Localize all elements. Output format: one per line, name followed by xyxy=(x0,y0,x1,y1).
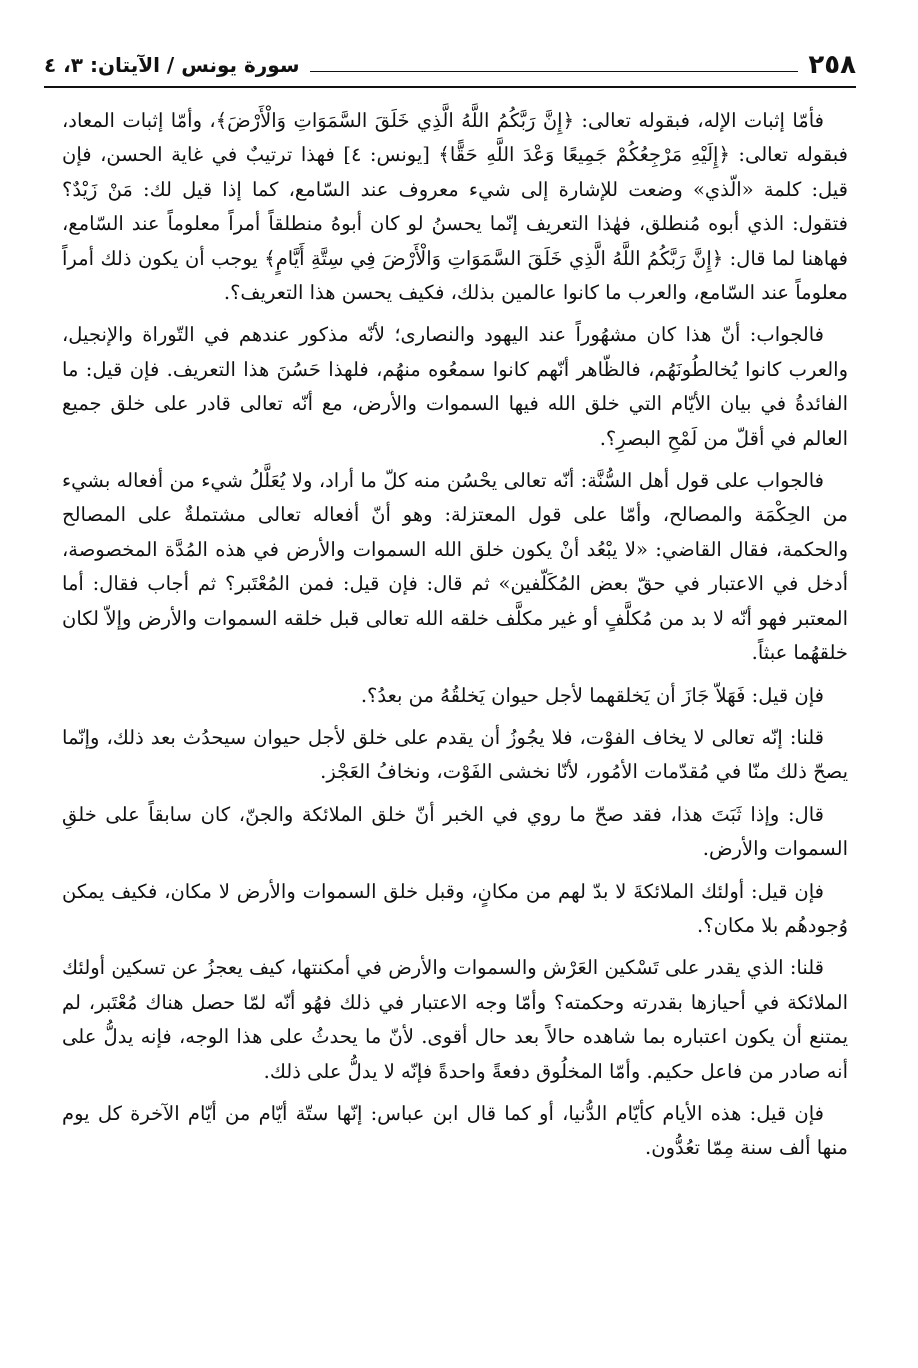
paragraph: قال: وإذا ثَبَتَ هذا، فقد صحّ ما روي في الخبر أنّ خلق الملائكة والجنّ، كان سابقاً على خلقِ السموات والأرض. xyxy=(62,802,848,861)
paragraph: فإن قيل: هذه الأيام كأيّام الدُّنيا، أو كما قال ابن عباس: إنّها ستّة أيّام من أيّام الآخرة كل يوم منها ألف سنة مِمّا تعُدُّون. xyxy=(62,1101,848,1160)
paragraph: فإن قيل: أولئك الملائكةَ لا بدّ لهم من مكانٍ، وقبل خلق السموات والأرض لا مكان، فكيف يمكن وُجودهُم بلا مكان؟. xyxy=(62,879,848,937)
paragraph: قلنا: الذي يقدر على تَسْكين العَرْش والسموات والأرض في أمكنتها، كيف يعجزُ عن تسكين أولئك الملائكة في أحيازها بقدرته وحكمته؟ وأمّا وجه الاعتبار في ذلك فهُو أنّه لمّا حصل هناك مُعْتَبر، لم يمتنع أن يكون اعتباره بما شاهده حالاً بعد حال أقوى. لأنّ ما يحدثُ على هذا الوجه، فإنه يدلُّ على أنه صادر من فاعل حكيم. وأمّا المخلُوق دفعةً واحدةً فإنّه لا يدلُّ على ذلك. xyxy=(62,956,848,1083)
paragraph: فالجواب على قول أهل السُّنَّة: أنّه تعالى يحْسُن منه كلّ ما أراد، ولا يُعَلَّلُ شيء من أفعاله بشيء من الحِكْمَة والمصالح، وأمّا على قول المعتزلة: وهو أنّ أفعاله تعالى مشتملةٌ على المصالح والحكمة، فقال القاضي: «لا يبْعُد أنْ يكون خلق الله السموات والأرض في هذه المُدَّة المخصوصة، أدخل في الاعتبار في حقّ بعض المُكَلّفين» ثم قال: فإن قيل: فمن المُعْتَبر؟ ثم أجاب فقال: أما المعتبر فهو أنّه لا بد من مُكلَّفٍ أو غير مكلَّف خلقه الله تعالى قبل خلقه السموات والأرض وإلاّ لكان خلقهُما عبثاً. xyxy=(62,469,848,665)
header-underline xyxy=(44,86,856,88)
paragraph: قلنا: إنّه تعالى لا يخاف الفوْت، فلا يجُوزُ أن يقدم على خلق لأجل حيوان سيحدُث بعد ذلك، وإنّما يصحّ ذلك منّا في مُقدّمات الأمُور، لأنّا نخشى الفَوْت، ونخافُ العَجْز. xyxy=(62,725,848,784)
paragraph: فالجواب: أنّ هذا كان مشهُوراً عند اليهود والنصارى؛ لأنّه مذكور عندهم في التّوراة والإنجيل، والعرب كانوا يُخالطُونَهُم، فالظّاهر أنّهم كانوا سمعُوه منهُم، فلهذا حَسُنَ هذا التعريف. فإن قيل: ما الفائدةُ في بيان الأيّام التي خلق الله فيها السموات والأرض، مع أنّه تعالى قادر على خلق جميع العالم في أقلّ من لَمْحِ البصرِ؟. xyxy=(62,323,848,450)
page-header xyxy=(44,36,856,84)
page-number: ٢٥٨ xyxy=(808,50,856,80)
main-text xyxy=(62,104,848,1174)
header-divider xyxy=(310,71,799,72)
paragraph: فإن قيل: فَهَلاّ جَازَ أن يَخلقهما لأجل حيوان يَخلقُهُ من بعدُ؟. xyxy=(360,683,824,707)
paragraph: فأمّا إثبات الإله، فبقوله تعالى: ﴿إِنَّ رَبَّكُمُ اللَّهُ الَّذِي خَلَقَ السَّمَوَاتِ وَالْأَرْضَ﴾، وأمّا إثبات المعاد، فبقوله تعالى: ﴿إِلَيْهِ مَرْجِعُكُمْ جَمِيعًا وَعْدَ اللَّهِ حَقًّا﴾ [يونس: ٤] فهذا ترتيبٌ في غاية الحسن، فإن قيل: كلمة «الّذي» وضعت للإشارة إلى شيء معروف عند السّامع، كما إذا قيل لك: مَنْ زَيْدٌ؟ فتقول: الذي أبوه مُنطلق، فهٰذا التعريف إنّما يحسنُ لو كان أبوهُ منطلقاً أمراً معلوماً عند السّامع، فهاهنا لما قال: ﴿إِنَّ رَبَّكُمُ اللَّهُ الَّذِي خَلَقَ السَّمَوَاتِ وَالْأَرْضَ فِي سِتَّةِ أَيَّامٍ﴾ يوجب أن يكون ذلك أمراً معلوماً عند السّامع، والعرب ما كانوا عالمين بذلك، فكيف يحسن هذا التعريف؟. xyxy=(62,109,848,305)
surah-title: سورة يونس / الآيتان: ٣، ٤ xyxy=(44,53,300,77)
